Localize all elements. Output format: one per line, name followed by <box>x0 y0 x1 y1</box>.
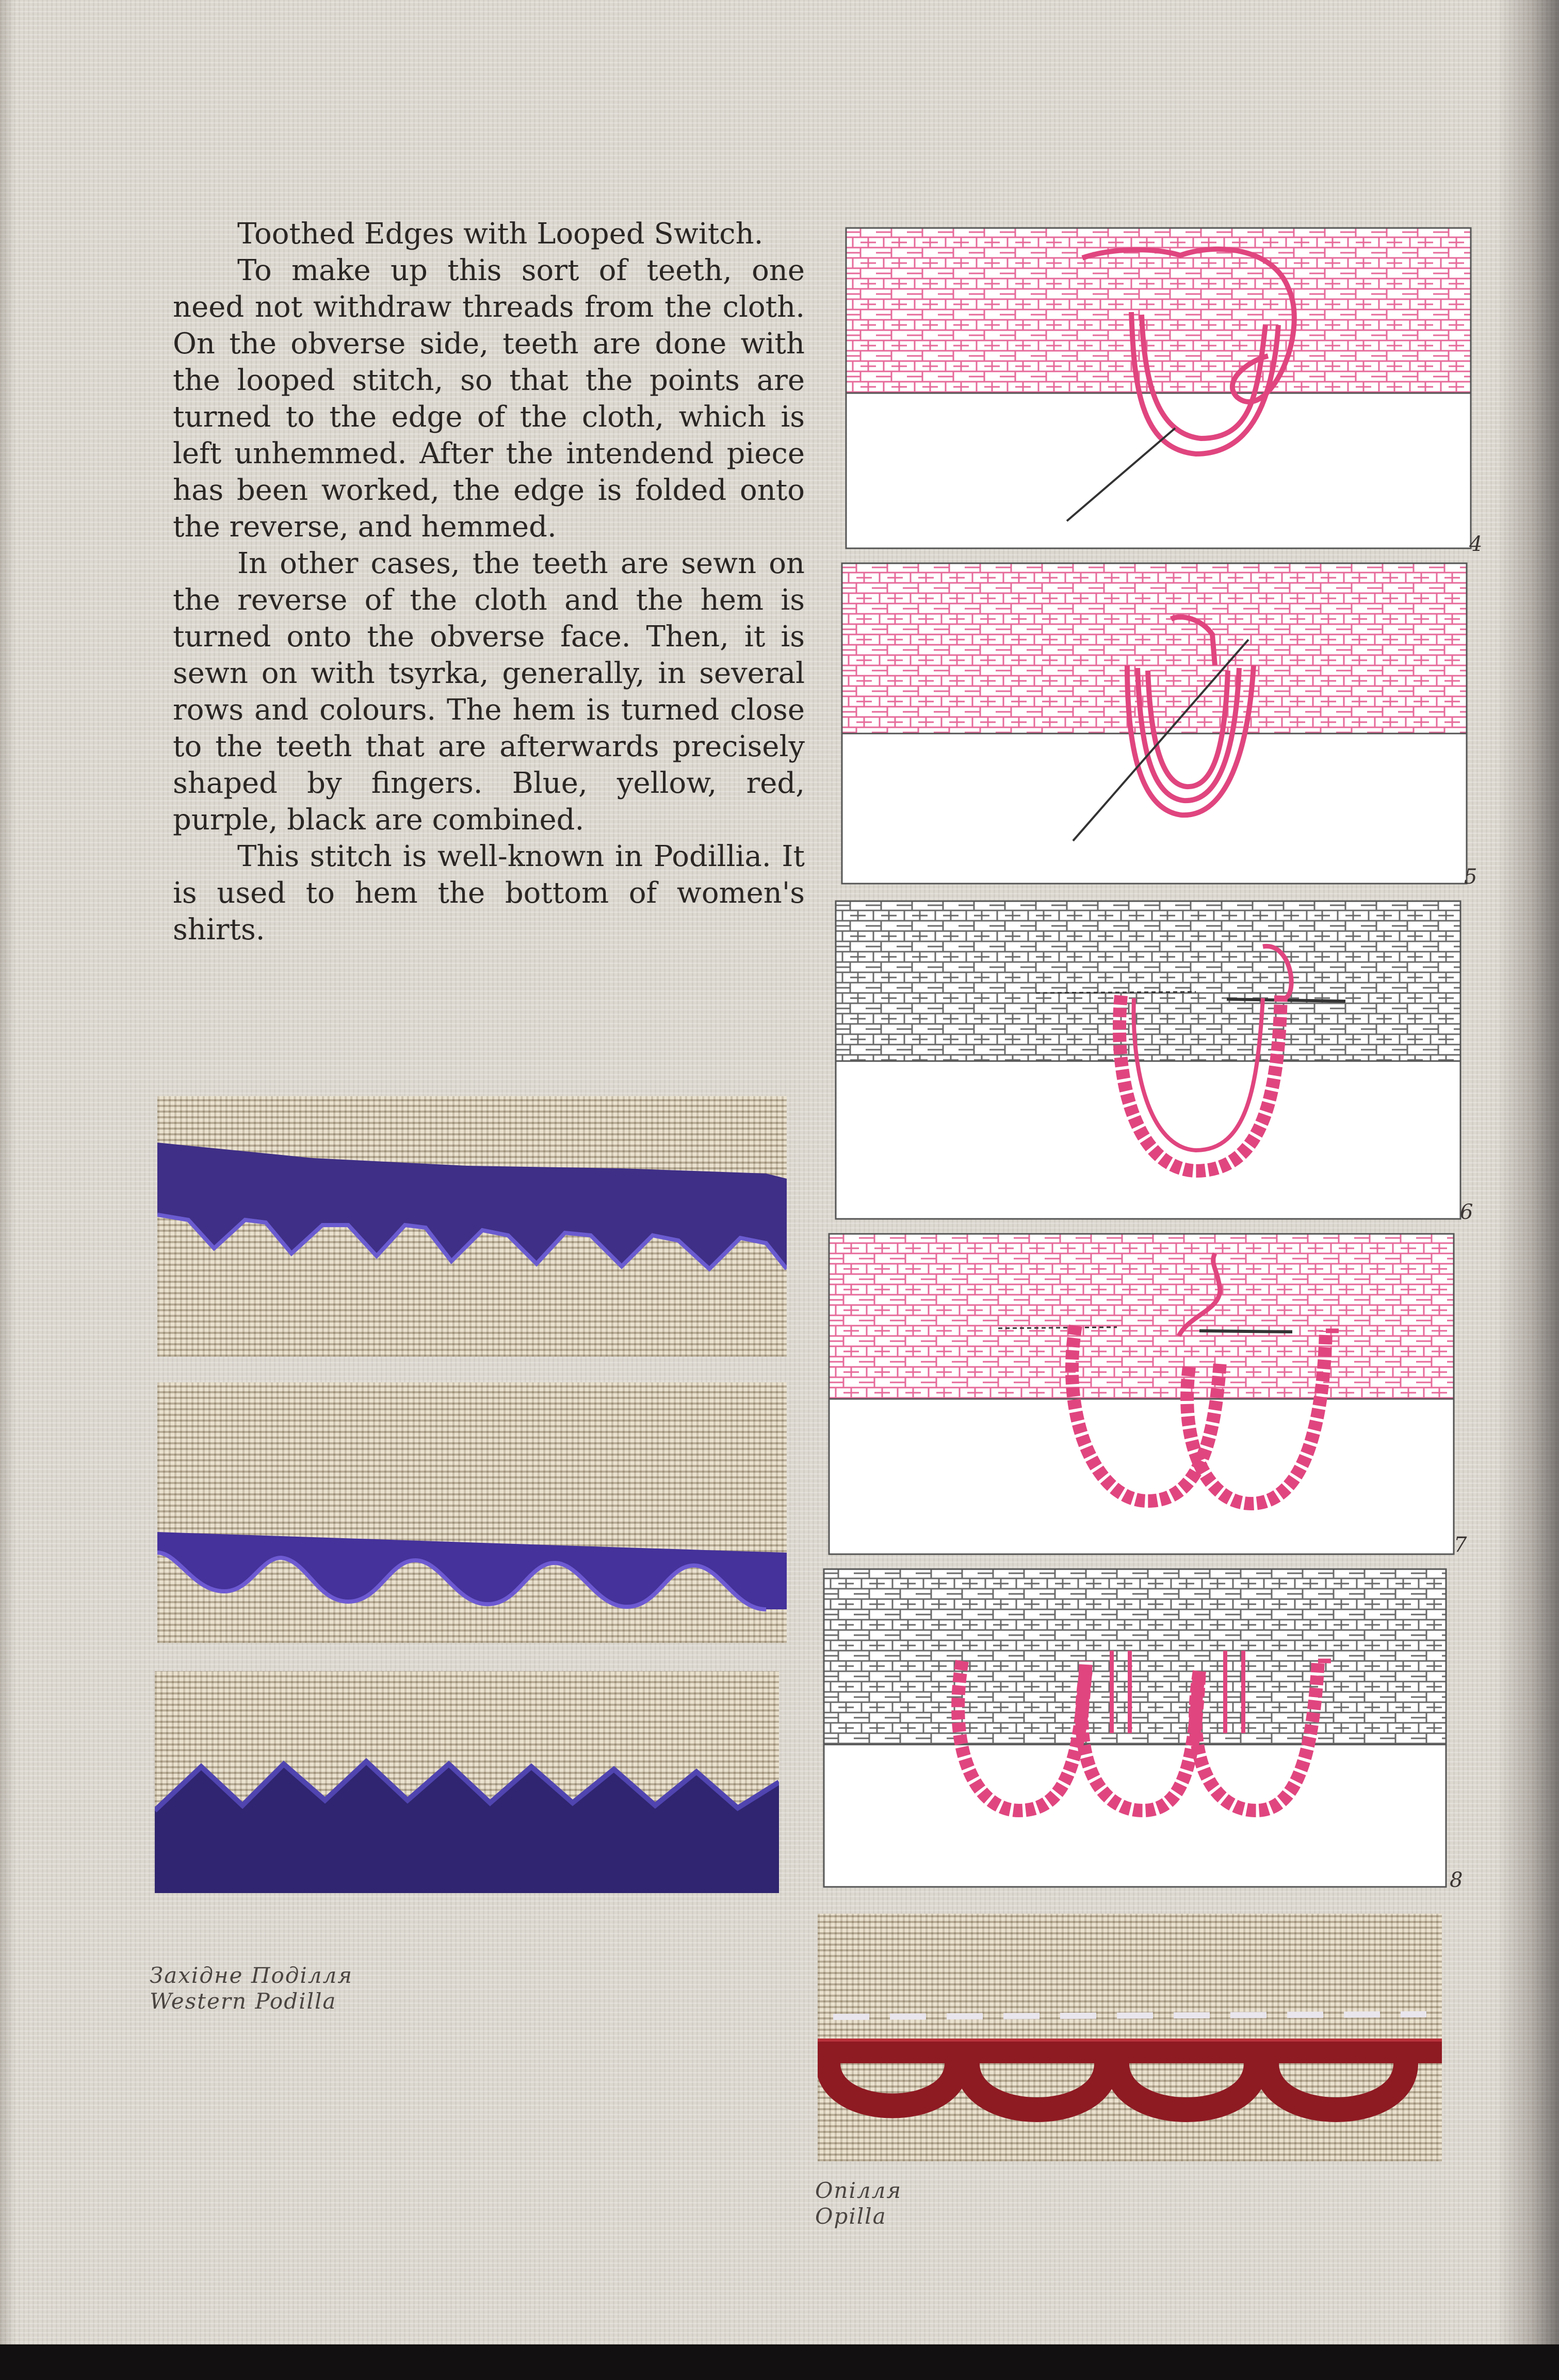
paragraph-1: To make up this sort of teeth, one need not withdraw threads from the cloth. On the obverse side, teeth are done with the looped stitch, so that the points are turned to the edge of the cloth, which is left unhemmed. After the intendend piece has been worked, the edge is folded onto the reverse, and hemmed. <box>173 254 805 544</box>
page-bottom-edge <box>0 2344 1559 2380</box>
caption-western-podillia <box>150 1963 353 2014</box>
paragraph-2: In other cases, the teeth are sewn on the reverse of the cloth and the hem is turned onto the obverse face. Then, it is sewn on with tsyrka, generally, in several rows and colours. The hem is turned close to the teeth that are afterwards precisely shaped by fingers. Blue, yellow, red, purple, black are combined. <box>173 547 805 837</box>
photo-red-looped-edge <box>818 1914 1442 2161</box>
figure-number-8: 8 <box>1450 1868 1463 1892</box>
figure-number-5: 5 <box>1464 865 1477 889</box>
diagram-8 <box>823 1568 1447 1888</box>
diagram-4 <box>845 227 1472 549</box>
diagram-5 <box>841 562 1468 885</box>
paragraph-3: This stitch is well-known in Podillia. It is used to hem the bottom of women's shirts. <box>173 840 805 947</box>
figure-number-6: 6 <box>1460 1200 1473 1224</box>
caption-opillia <box>815 2178 902 2229</box>
diagram-6 <box>835 900 1461 1220</box>
page-gutter-shadow <box>0 0 15 2380</box>
figure-number-7: 7 <box>1454 1533 1467 1557</box>
caption-opillia-ua: Опілля <box>815 2178 902 2203</box>
photo-purple-pointed-edge <box>157 1096 787 1357</box>
body-text <box>173 216 805 948</box>
section-heading: Toothed Edges with Looped Switch. <box>237 217 764 251</box>
caption-opillia-en: Opilla <box>815 2204 887 2229</box>
diagram-7 <box>828 1233 1455 1555</box>
figure-number-4: 4 <box>1469 532 1483 556</box>
caption-western-podillia-ua: Західне Поділля <box>150 1963 353 1988</box>
photo-purple-zigzag-edge <box>155 1671 779 1893</box>
photo-purple-scalloped-edge <box>157 1382 787 1643</box>
book-binding-edge <box>1497 0 1559 2380</box>
caption-western-podillia-en: Western Podilla <box>150 1988 337 2014</box>
